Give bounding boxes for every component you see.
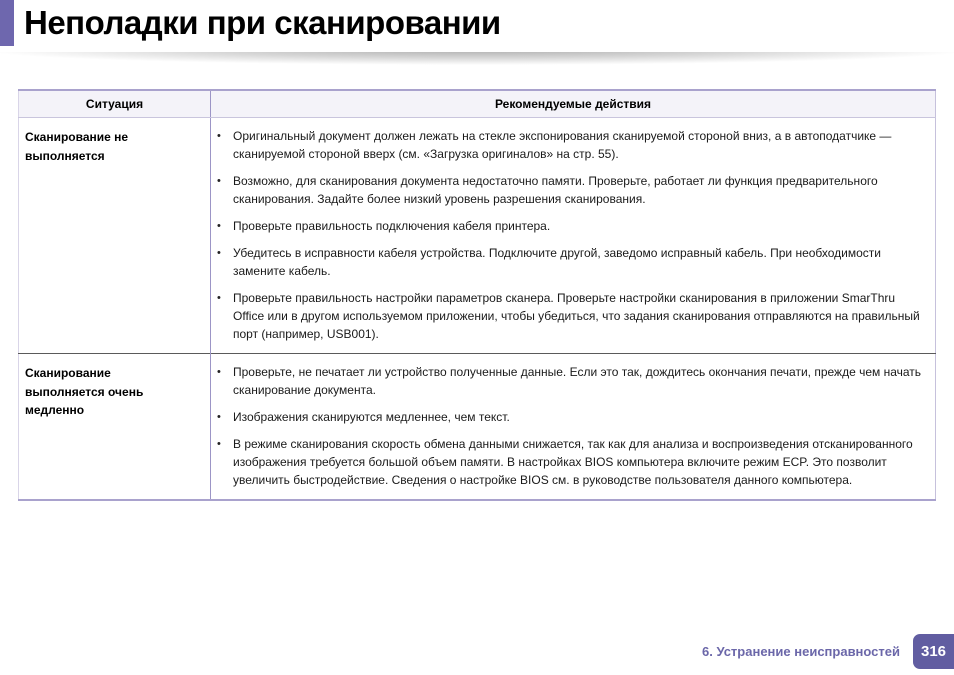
action-text: Оригинальный документ должен лежать на стекле экспонирования сканируемой стороной вниз, а в автоподатчике — сканируемой стороной вверх (см. «Загрузка оригиналов» на стр. 55). (233, 129, 892, 161)
list-item (217, 435, 925, 489)
action-text: Проверьте, не печатает ли устройство полученные данные. Если это так, дождитесь окончания печати, прежде чем начать сканирование документа. (233, 365, 922, 397)
page-header (0, 0, 954, 46)
actions-cell (211, 118, 936, 354)
situation-cell: Сканирование выполняется очень медленно (19, 354, 211, 501)
bullet-icon: • (217, 292, 221, 304)
list-item (217, 408, 925, 426)
page-footer (702, 634, 954, 669)
list-item (217, 289, 925, 343)
column-header-situation: Ситуация (19, 90, 211, 118)
action-text: Проверьте правильность настройки параметров сканера. Проверьте настройки сканирования в приложении SmarThru Office или в другом используемом приложении, чтобы убедиться, что задания сканирования отправляются на правильный порт (например, USB001). (233, 291, 920, 341)
table-row (19, 354, 936, 501)
table-header-row (19, 90, 936, 118)
bullet-icon: • (217, 438, 221, 450)
footer-section-label: 6. Устранение неисправностей (701, 644, 900, 659)
column-header-actions: Рекомендуемые действия (211, 90, 936, 118)
list-item (217, 172, 925, 208)
list-item (217, 127, 925, 163)
bullet-icon: • (217, 220, 221, 232)
list-item (217, 244, 925, 280)
troubleshooting-table (18, 89, 936, 501)
action-text: В режиме сканирования скорость обмена данными снижается, так как для анализа и воспроизведения отсканированного изображения требуется большой объем памяти. В настройках BIOS компьютера включите режим ECP. Это позволит увеличить быстродействие. Сведения о настройке BIOS см. в руководстве пользователя данного компьютера. (233, 437, 913, 487)
bullet-icon: • (217, 411, 221, 423)
action-text: Убедитесь в исправности кабеля устройства. Подключите другой, заведомо исправный кабель. При необходимости замените кабель. (233, 246, 881, 278)
bullet-icon: • (217, 175, 221, 187)
table-row (19, 118, 936, 354)
action-text: Проверьте правильность подключения кабеля принтера. (233, 219, 551, 233)
situation-cell: Сканирование не выполняется (25, 130, 129, 163)
bullet-icon: • (217, 366, 221, 378)
bullet-icon: • (217, 247, 221, 259)
page-number-badge: 316 (913, 634, 954, 669)
action-text: Возможно, для сканирования документа недостаточно памяти. Проверьте, работает ли функция предварительного сканирования. Задайте более низкий уровень разрешения сканирования. (233, 174, 878, 206)
bullet-icon: • (217, 130, 221, 142)
action-text: Изображения сканируются медленнее, чем текст. (233, 410, 510, 424)
header-divider (0, 52, 954, 65)
list-item (217, 217, 925, 235)
title-accent-bar (0, 0, 14, 46)
page-title: Неполадки при сканировании (24, 4, 501, 41)
list-item (217, 363, 925, 399)
actions-cell (211, 354, 936, 501)
